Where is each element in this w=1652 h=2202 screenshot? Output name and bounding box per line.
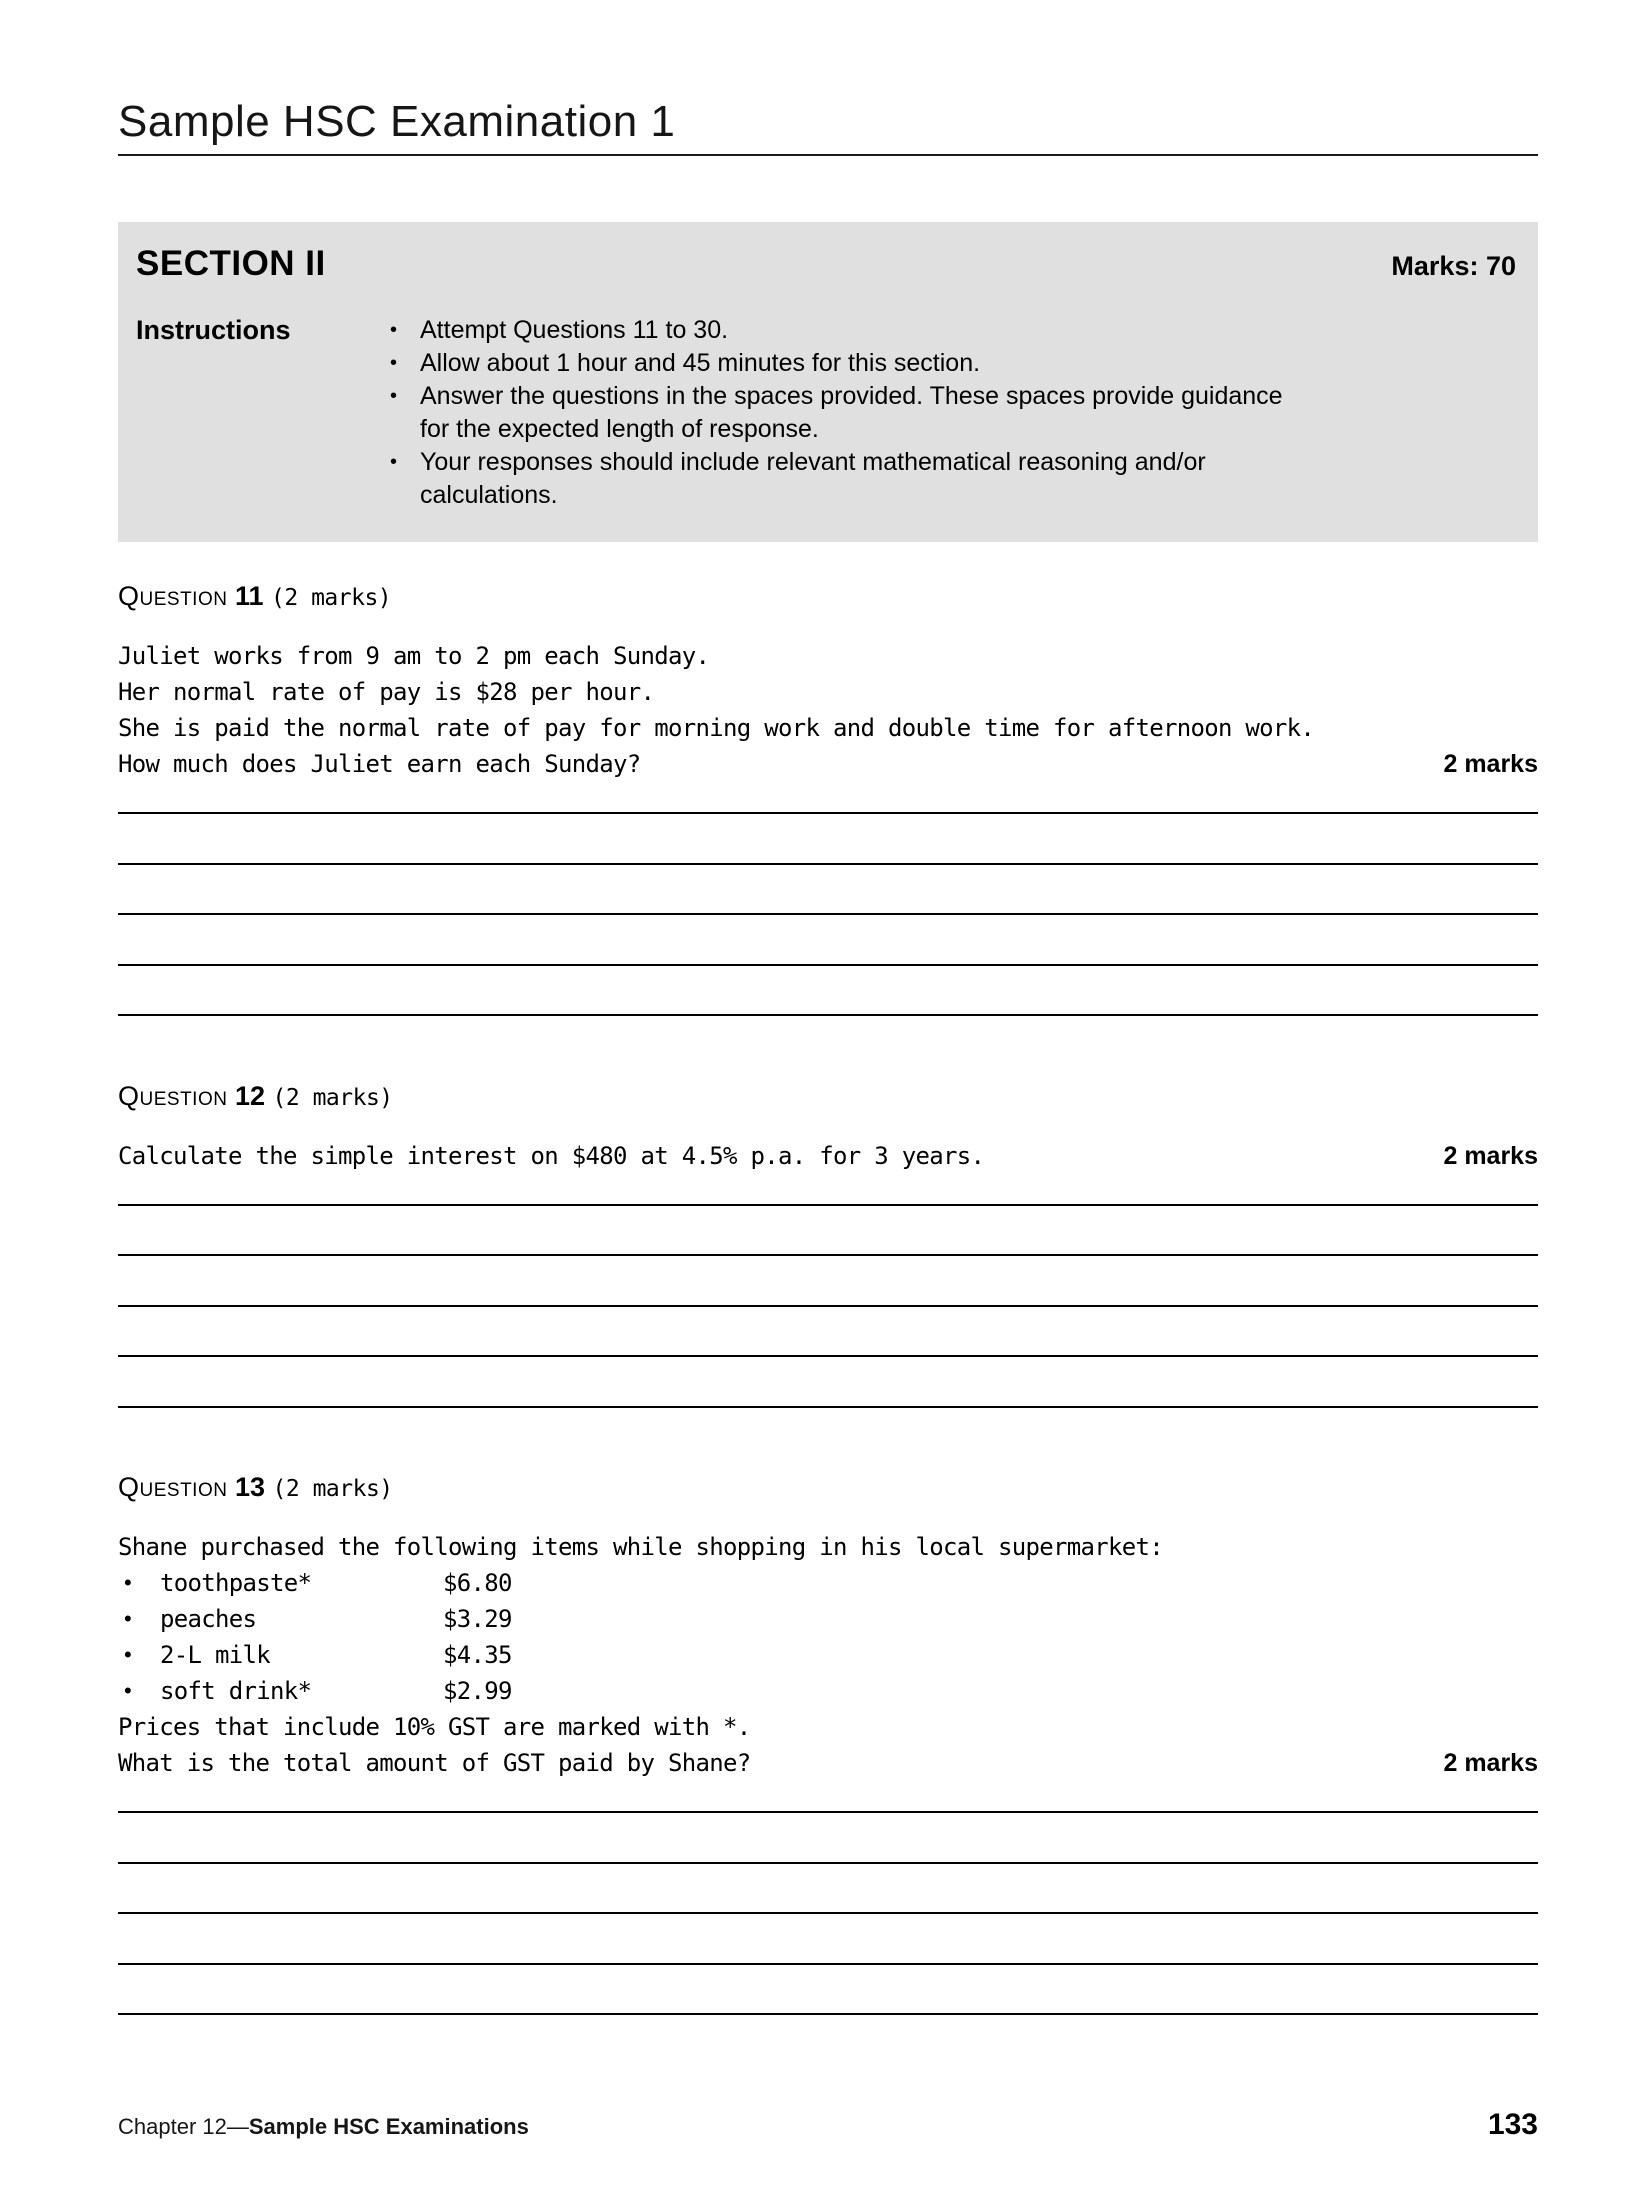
instruction-bullet [390, 347, 1516, 380]
answer-area [118, 1204, 1538, 1457]
question-label: Question [118, 581, 228, 612]
answer-area [118, 1811, 1538, 2064]
question-final-row [118, 746, 1538, 782]
item-price: $6.80 [443, 1569, 512, 1598]
item-row [118, 1601, 1538, 1637]
question-heading [118, 1080, 1538, 1114]
answer-line [118, 863, 1538, 914]
instruction-bullet [390, 380, 1516, 446]
bullet-icon: • [124, 1642, 132, 1668]
question-label: Question [118, 1472, 228, 1503]
instruction-line: for the expected length of response. [420, 415, 819, 444]
question-heading [118, 580, 1538, 614]
question-block-11 [118, 580, 1538, 1065]
answer-line [118, 1355, 1538, 1406]
bullet-icon: • [390, 319, 398, 342]
item-row [118, 1565, 1538, 1601]
answer-line [118, 1204, 1538, 1255]
title-rule [118, 154, 1538, 156]
marks-badge: 2 marks [1443, 750, 1538, 779]
marks-badge: 2 marks [1443, 1141, 1538, 1170]
instruction-text [420, 347, 1516, 380]
answer-line [118, 812, 1538, 863]
instructions-row [136, 314, 1516, 512]
question-prompt: How much does Juliet earn each Sunday? [118, 750, 641, 779]
bullet-icon: • [390, 451, 398, 474]
question-final-row [118, 1745, 1538, 1781]
marks-badge: 2 marks [1443, 1749, 1538, 1778]
instruction-bullet [390, 314, 1516, 347]
answer-line [118, 1862, 1538, 1913]
question-prompt: What is the total amount of GST paid by Shane? [118, 1749, 751, 1778]
answer-line [118, 1014, 1538, 1065]
page-footer [118, 2108, 1538, 2142]
answer-line [118, 1406, 1538, 1457]
question-text-line: She is paid the normal rate of pay for morning work and double time for afternoon work. [118, 714, 1315, 743]
question-heading [118, 1471, 1538, 1505]
item-price: $4.35 [443, 1641, 512, 1670]
instruction-text [420, 314, 1516, 347]
instruction-text [420, 446, 1516, 512]
item-price: $2.99 [443, 1677, 512, 1706]
question-text-line: Her normal rate of pay is $28 per hour. [118, 678, 655, 707]
question-text-line: Prices that include 10% GST are marked with *. [118, 1713, 751, 1742]
bullet-icon: • [124, 1678, 132, 1704]
instruction-line: Answer the questions in the spaces provided. These spaces provide guidance [420, 382, 1283, 411]
item-name: 2-L milk [160, 1641, 270, 1670]
question-body [118, 1138, 1538, 1174]
answer-area [118, 812, 1538, 1065]
question-prompt: Calculate the simple interest on $480 at 4.5% p.a. for 3 years. [118, 1141, 985, 1170]
answer-line [118, 964, 1538, 1015]
question-marks-note: (2 marks) [272, 1476, 393, 1503]
section-instructions-box [118, 222, 1538, 542]
item-name: soft drink* [160, 1677, 312, 1706]
question-block-13 [118, 1471, 1538, 2064]
question-text-line: Shane purchased the following items while shopping in his local supermarket: [118, 1533, 1163, 1562]
answer-line [118, 1963, 1538, 2014]
answer-line [118, 1912, 1538, 1963]
instruction-text [420, 380, 1516, 446]
item-name: toothpaste* [160, 1569, 312, 1598]
instruction-line: Attempt Questions 11 to 30. [420, 316, 729, 345]
question-body [118, 1529, 1538, 1781]
footer-chapter-prefix: Chapter 12— [118, 2114, 249, 2139]
item-price: $3.29 [443, 1605, 512, 1634]
question-final-row [118, 1138, 1538, 1174]
question-text-line: Juliet works from 9 am to 2 pm each Sunday. [118, 642, 710, 671]
question-body [118, 638, 1538, 782]
bullet-icon: • [390, 352, 398, 375]
instructions-list [390, 314, 1516, 512]
page-title: Sample HSC Examination 1 [118, 97, 676, 146]
answer-line [118, 1305, 1538, 1356]
question-label: Question [118, 1080, 228, 1111]
question-number: 12 [234, 1080, 266, 1111]
bullet-icon: • [124, 1570, 132, 1596]
footer-chapter-title: Sample HSC Examinations [248, 2114, 529, 2139]
question-number: 13 [234, 1472, 266, 1503]
page-number: 133 [1487, 2108, 1538, 2141]
section-marks-total: Marks: 70 [1391, 251, 1516, 282]
question-block-12 [118, 1080, 1538, 1457]
answer-line [118, 2013, 1538, 2064]
questions-area [118, 580, 1538, 2064]
item-row [118, 1673, 1538, 1709]
footer-chapter [118, 2114, 529, 2140]
instruction-bullet [390, 446, 1516, 512]
question-number: 11 [234, 581, 264, 612]
answer-line [118, 1254, 1538, 1305]
section-heading: SECTION II [136, 244, 326, 284]
item-row [118, 1637, 1538, 1673]
answer-line [118, 1811, 1538, 1862]
section-header [136, 244, 1516, 284]
instruction-line: Allow about 1 hour and 45 minutes for this section. [420, 349, 981, 378]
instruction-line: calculations. [420, 481, 558, 510]
answer-line [118, 913, 1538, 964]
bullet-icon: • [124, 1606, 132, 1632]
question-marks-note: (2 marks) [271, 585, 392, 612]
item-name: peaches [160, 1605, 257, 1634]
question-marks-note: (2 marks) [272, 1084, 393, 1111]
instruction-line: Your responses should include relevant mathematical reasoning and/or [420, 448, 1206, 477]
instructions-label: Instructions [136, 315, 291, 346]
bullet-icon: • [390, 385, 398, 408]
